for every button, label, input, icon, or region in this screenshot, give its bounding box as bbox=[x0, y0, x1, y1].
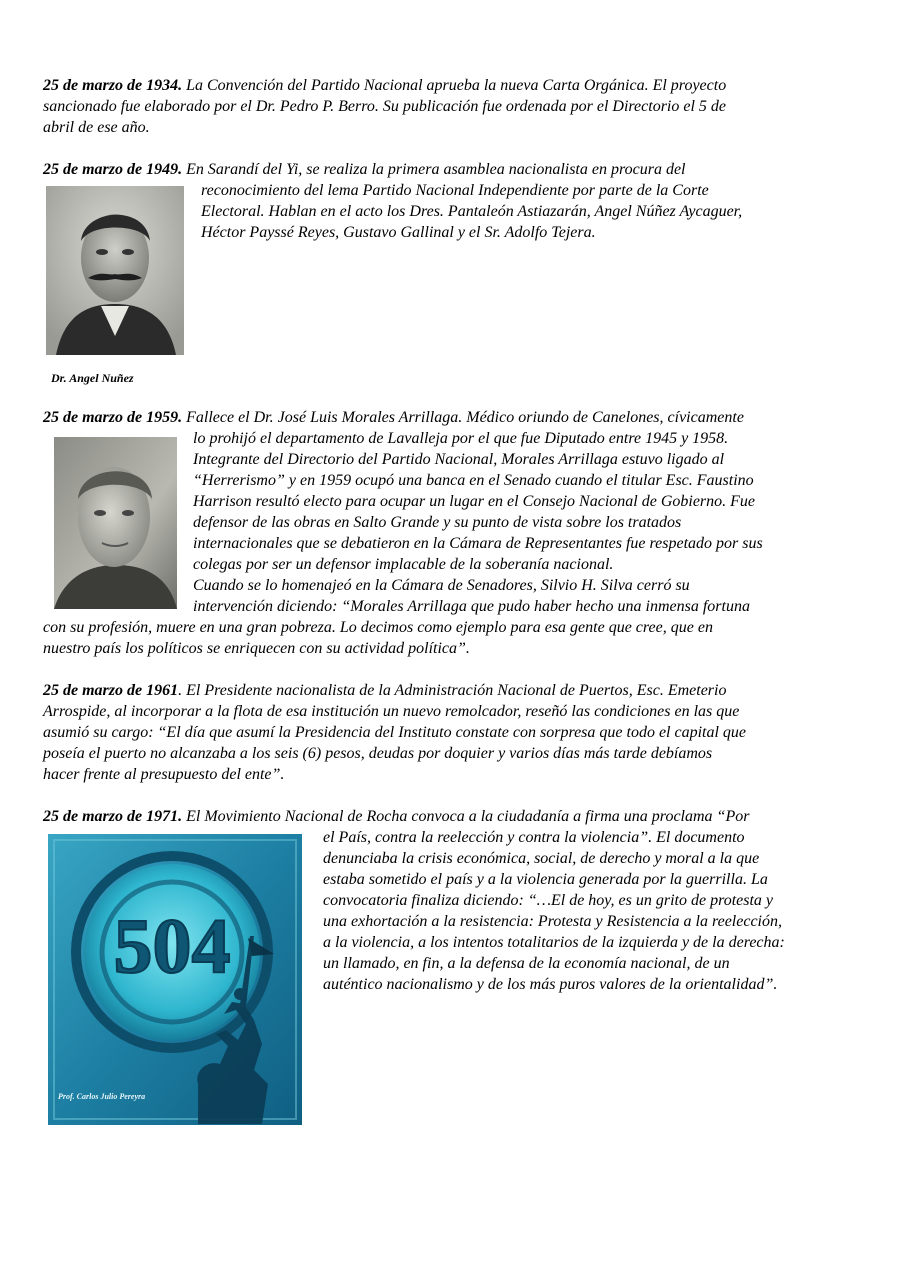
portrait-photo-morales-arrillaga bbox=[54, 437, 177, 609]
entry-text: a la violencia, a los intentos totalitarios de la izquierda y de la derecha: bbox=[323, 934, 785, 951]
entry-text: Harrison resultó electo para ocupar un lugar en el Consejo Nacional de Gobierno. Fue bbox=[193, 493, 756, 510]
entry-text: Arrospide, al incorporar a la flota de esa institución un nuevo remolcador, reseñó las condiciones en las que bbox=[43, 703, 740, 720]
entry-text: Integrante del Directorio del Partido Nacional, Morales Arrillaga estuvo ligado al bbox=[193, 451, 725, 468]
entry-text: convocatoria finaliza diciendo: “…El de hoy, es un grito de protesta y bbox=[323, 892, 774, 909]
poster-number: 504 bbox=[113, 902, 231, 989]
entry-text: internacionales que se debatieron en la Cámara de Representantes fue respetado por sus bbox=[193, 535, 763, 552]
entry-text: auténtico nacionalismo y de los más puros valores de la orientalidad”. bbox=[323, 976, 778, 993]
portrait-photo-angel-nunez bbox=[46, 186, 184, 355]
entry-date: 25 de marzo de 1961 bbox=[43, 682, 179, 699]
entry-text: el País, contra la reelección y contra la violencia”. El documento bbox=[323, 829, 745, 846]
entry-text: Héctor Payssé Reyes, Gustavo Gallinal y el Sr. Adolfo Tejera. bbox=[201, 224, 596, 241]
entry-text: defensor de las obras en Salto Grande y su punto de vista sobre los tratados bbox=[193, 514, 682, 531]
entry-date: 25 de marzo de 1971. bbox=[43, 808, 183, 825]
entry-text: La Convención del Partido Nacional aprueba la nueva Carta Orgánica. El proyecto bbox=[182, 77, 727, 94]
entry-text: “Herrerismo” y en 1959 ocupó una banca en el Senado cuando el titular Esc. Faustino bbox=[193, 472, 754, 489]
entry-text: abril de ese año. bbox=[43, 119, 150, 136]
entry-date: 25 de marzo de 1934. bbox=[43, 77, 183, 94]
entry-text: Electoral. Hablan en el acto los Dres. Pantaleón Astiazarán, Angel Núñez Aycaguer, bbox=[201, 203, 743, 220]
entry-text: intervención diciendo: “Morales Arrillaga que pudo haber hecho una inmensa fortuna bbox=[193, 598, 750, 615]
entry-text: Cuando se lo homenajeó en la Cámara de Senadores, Silvio H. Silva cerró su bbox=[193, 577, 690, 594]
entry-text: asumió su cargo: “El día que asumí la Presidencia del Instituto constate con sorpresa que todo el capital que bbox=[43, 724, 747, 741]
entry-text: nuestro país los políticos se enriquecen con su actividad política”. bbox=[43, 640, 470, 657]
entry-text: sancionado fue elaborado por el Dr. Pedro P. Berro. Su publicación fue ordenada por el Directorio el 5 de bbox=[43, 98, 727, 115]
poster-504-image bbox=[48, 834, 302, 1125]
entry-text: Fallece el Dr. José Luis Morales Arrillaga. Médico oriundo de Canelones, cívicamente bbox=[182, 409, 744, 426]
entry-text: reconocimiento del lema Partido Nacional Independiente por parte de la Corte bbox=[201, 182, 709, 199]
entry-text: En Sarandí del Yi, se realiza la primera asamblea nacionalista en procura del bbox=[182, 161, 686, 178]
entry-date: 25 de marzo de 1959. bbox=[43, 409, 183, 426]
entry-text: El Movimiento Nacional de Rocha convoca a la ciudadanía a firma una proclama “Por bbox=[182, 808, 750, 825]
entry-text: colegas por ser un defensor implacable de la soberanía nacional. bbox=[193, 556, 614, 573]
entry-text: con su profesión, muere en una gran pobreza. Lo decimos como ejemplo para esa gente que cree, que en bbox=[43, 619, 713, 636]
entry-text: lo prohijó el departamento de Lavalleja por el que fue Diputado entre 1945 y 1958. bbox=[193, 430, 729, 447]
entry-text: denunciaba la crisis económica, social, de derecho y moral a la que bbox=[323, 850, 760, 867]
photo-caption: Dr. Angel Nuñez bbox=[51, 371, 134, 385]
entry-text: un llamado, en fin, a la defensa de la economía nacional, de un bbox=[323, 955, 730, 972]
entry-date: 25 de marzo de 1949. bbox=[43, 161, 183, 178]
entry-text: poseía el puerto no alcanzaba a los seis (6) pesos, deudas por doquier y varios días más tarde debíamos bbox=[43, 745, 713, 762]
entry-text: una exhortación a la resistencia: Protesta y Resistencia a la reelección, bbox=[323, 913, 782, 930]
entry-text: . El Presidente nacionalista de la Administración Nacional de Puertos, Esc. Emeterio bbox=[178, 682, 727, 699]
entry-text: estaba sometido el país y a la violencia generada por la guerrilla. La bbox=[323, 871, 768, 888]
entry-text: hacer frente al presupuesto del ente”. bbox=[43, 766, 285, 783]
poster-credit: Prof. Carlos Julio Pereyra bbox=[58, 1092, 146, 1101]
